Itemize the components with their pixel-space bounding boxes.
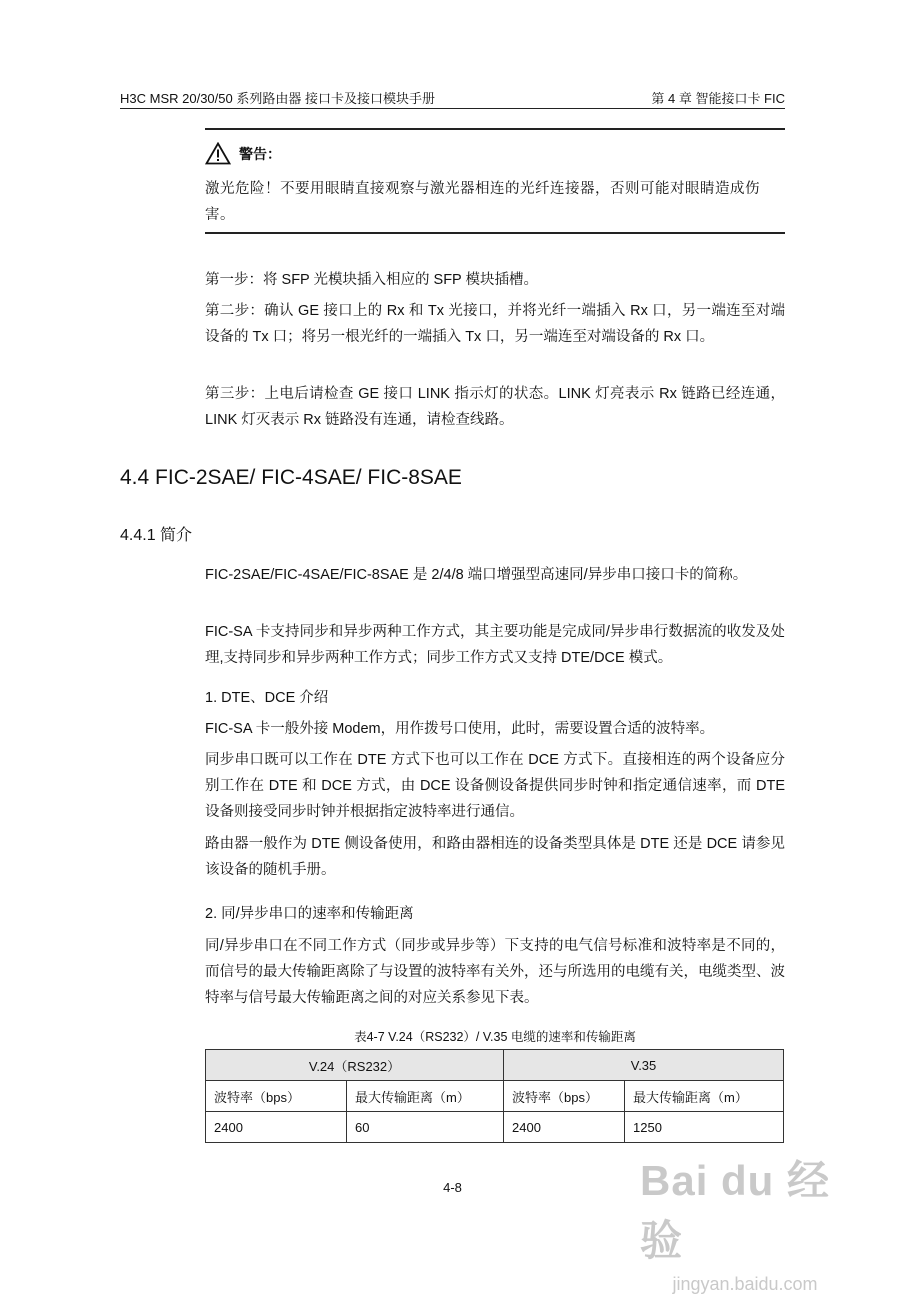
intro-paragraph-2: FIC-SA 卡支持同步和异步两种工作方式，其主要功能是完成同/异步串行数据流的收发及处理,支持同步和异步两种工作方式；同步工作方式又支持 DTE/DCE 模式。: [205, 624, 785, 666]
table-cell: 2400: [206, 1112, 347, 1143]
table-cell: 60: [347, 1112, 504, 1143]
dte-paragraph-1: FIC-SA 卡一般外接 Modem，用作拨号口使用，此时，需要设置合适的波特率。: [205, 721, 715, 737]
warning-top-rule: [205, 128, 785, 130]
dte-paragraph-3: 路由器一般作为 DTE 侧设备使用，和路由器相连的设备类型具体是 DTE 还是 DCE 请参见该设备的随机手册。: [205, 836, 785, 878]
table-caption: 表4-7 V.24（RS232）/ V.35 电缆的速率和传输距离: [354, 1030, 636, 1044]
table-column-header: 最大传输距离（m）: [625, 1081, 784, 1112]
warning-title: 警告：: [239, 145, 281, 162]
running-header-title: H3C MSR 20/30/50 系列路由器 接口卡及接口模块手册: [120, 91, 435, 106]
table-column-header: 最大传输距离（m）: [347, 1081, 504, 1112]
warning-heading: [205, 142, 281, 165]
rate-distance-heading: 2. 同/异步串口的速率和传输距离: [205, 906, 414, 922]
warning-triangle-icon: [205, 142, 231, 165]
table-cell: 2400: [504, 1112, 625, 1143]
watermark-url: jingyan.baidu.com: [672, 1274, 818, 1294]
table-group-header-row: [206, 1050, 784, 1081]
step-1: 第一步：将 SFP 光模块插入相应的 SFP 模块插槽。: [205, 272, 538, 288]
watermark-logo: Bai du 经验: [640, 1157, 831, 1264]
warning-text: 激光危险！不要用眼睛直接观察与激光器相连的光纤连接器，否则可能对眼睛造成伤害。: [205, 181, 760, 223]
dte-dce-heading: 1. DTE、DCE 介绍: [205, 690, 329, 706]
table-cell: 1250: [625, 1112, 784, 1143]
rate-distance-table: [205, 1049, 784, 1143]
baidu-watermark: [640, 1148, 850, 1294]
table-column-header: 波特率（bps）: [206, 1081, 347, 1112]
rate-distance-paragraph: 同/异步串口在不同工作方式（同步或异步等）下支持的电气信号标准和波特率是不同的，而信号的最大传输距离除了与设置的波特率有关外，还与所选用的电缆有关，电缆类型、波特率与信号最大传输距离之间的对应关系参见下表。: [205, 938, 785, 1006]
table-row: [206, 1112, 784, 1143]
table-column-header: 波特率（bps）: [504, 1081, 625, 1112]
table-group-v35: V.35: [504, 1050, 784, 1081]
step-3: 第三步：上电后请检查 GE 接口 LINK 指示灯的状态。LINK 灯亮表示 Rx 链路已经连通，LINK 灯灭表示 Rx 链路没有连通，请检查线路。: [205, 386, 785, 428]
subsection-heading: 4.4.1 简介: [120, 527, 193, 544]
step-2: 第二步：确认 GE 接口上的 Rx 和 Tx 光接口，并将光纤一端插入 Rx 口，另一端连至对端设备的 Tx 口；将另一根光纤的一端插入 Tx 口，另一端连至对端设备的 Rx 口。: [205, 303, 785, 345]
table-group-v24: V.24（RS232）: [206, 1050, 504, 1081]
warning-bottom-rule: [205, 232, 785, 234]
intro-paragraph-1: FIC-2SAE/FIC-4SAE/FIC-8SAE 是 2/4/8 端口增强型高速同/异步串口接口卡的简称。: [205, 567, 748, 583]
header-rule: [120, 108, 785, 109]
running-header-chapter: 第 4 章 智能接口卡 FIC: [651, 91, 785, 106]
table-column-header-row: [206, 1081, 784, 1112]
section-heading: 4.4 FIC-2SAE/ FIC-4SAE/ FIC-8SAE: [120, 466, 462, 489]
page-number: 4-8: [443, 1180, 462, 1195]
dte-paragraph-2: 同步串口既可以工作在 DTE 方式下也可以工作在 DCE 方式下。直接相连的两个设备应分别工作在 DTE 和 DCE 方式，由 DCE 设备侧设备提供同步时钟和指定通信速率，而 DTE 设备则接受同步时钟并根据指定波特率进行通信。: [205, 752, 785, 820]
